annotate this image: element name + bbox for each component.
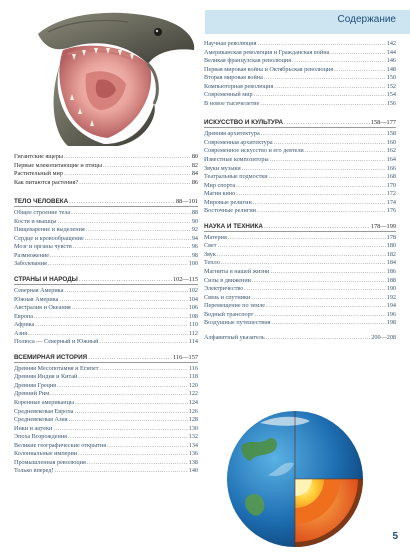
contents-right-column xyxy=(204,40,396,342)
toc-item[interactable]: Великая французская революция ..... 146 xyxy=(204,57,396,66)
toc-item[interactable]: Кости и мышцы ..... 90 xyxy=(14,218,198,227)
toc-item[interactable]: Древняя Греция ..... 120 xyxy=(14,382,198,391)
page-title: Содержание xyxy=(337,14,396,25)
section-heading-human-body[interactable]: ТЕЛО ЧЕЛОВЕКА ..... 88—101 xyxy=(14,197,198,207)
toc-item[interactable]: Магниты в нашей жизни ..... 186 xyxy=(204,268,396,277)
toc-item[interactable]: Средневековая Европа ..... 126 xyxy=(14,408,198,417)
toc-item[interactable]: Магия кино ..... 172 xyxy=(204,190,396,199)
toc-item[interactable]: Только вперед! ..... 140 xyxy=(14,467,198,476)
toc-index-link[interactable]: Алфавитный указатель ..... 200—208 xyxy=(204,334,396,343)
toc-item[interactable]: Северная Америка ..... 102 xyxy=(14,287,198,296)
toc-item[interactable]: Инки и ацтеки ..... 130 xyxy=(14,425,198,434)
toc-item[interactable]: Свет ..... 180 xyxy=(204,242,396,251)
earth-cross-section-illustration xyxy=(220,405,370,550)
toc-item[interactable]: Водный транспорт ..... 196 xyxy=(204,311,396,320)
toc-item[interactable]: Первые млекопитающие и птицы ..... 82 xyxy=(14,162,198,171)
snake-mouth-illustration xyxy=(8,4,203,146)
toc-item[interactable]: В новое тысячелетие ..... 156 xyxy=(204,100,396,109)
toc-item[interactable]: Колониальные империи ..... 136 xyxy=(14,450,198,459)
toc-item[interactable]: Электричество ..... 190 xyxy=(204,285,396,294)
section-heading-countries[interactable]: СТРАНЫ И НАРОДЫ ..... 102—115 xyxy=(14,275,198,285)
toc-item[interactable]: Гигантские ящеры ..... 80 xyxy=(14,153,198,162)
toc-item[interactable]: Звук ..... 182 xyxy=(204,251,396,260)
toc-item[interactable]: Пищеварение и выделения ..... 92 xyxy=(14,226,198,235)
toc-item[interactable]: Древняя Месопотамия и Египет ..... 116 xyxy=(14,365,198,374)
toc-item[interactable]: Известные композиторы ..... 164 xyxy=(204,156,396,165)
toc-item[interactable]: Австралия и Океания ..... 106 xyxy=(14,304,198,313)
toc-item[interactable]: Современное искусство и его деятели ..... 162 xyxy=(204,147,396,156)
toc-item[interactable]: Азия ..... 112 xyxy=(14,330,198,339)
toc-item[interactable]: Сердце и кровообращение ..... 94 xyxy=(14,235,198,244)
toc-item[interactable]: Современная архитектура ..... 160 xyxy=(204,139,396,148)
toc-item[interactable]: Древняя архитектура ..... 158 xyxy=(204,130,396,139)
toc-item[interactable]: Тепло ..... 184 xyxy=(204,259,396,268)
toc-item[interactable]: Связь и спутники ..... 192 xyxy=(204,294,396,303)
toc-item[interactable]: Научная революция ..... 142 xyxy=(204,40,396,49)
contents-header xyxy=(205,10,410,34)
toc-item[interactable]: Размножение ..... 98 xyxy=(14,252,198,261)
page-number: 5 xyxy=(392,531,398,542)
toc-item[interactable]: Заболевания ..... 100 xyxy=(14,260,198,269)
toc-item[interactable]: Древний Рим ..... 122 xyxy=(14,390,198,399)
toc-item[interactable]: Перемещение по земле ..... 194 xyxy=(204,302,396,311)
toc-item[interactable]: Мозг и органы чувств ..... 96 xyxy=(14,243,198,252)
toc-item[interactable]: Промышленная революция ..... 138 xyxy=(14,459,198,468)
section-heading-world-history[interactable]: ВСЕМИРНАЯ ИСТОРИЯ ..... 116—157 xyxy=(14,353,198,363)
toc-item[interactable]: Мировые религии ..... 174 xyxy=(204,199,396,208)
toc-item[interactable]: Африка ..... 110 xyxy=(14,321,198,330)
section-heading-art-culture[interactable]: ИСКУССТВО И КУЛЬТУРА ..... 158—177 xyxy=(204,118,396,128)
toc-item[interactable]: Растительный мир ..... 84 xyxy=(14,170,198,179)
toc-item[interactable]: Первая мировая война и Октябрьская революция ..... 148 xyxy=(204,66,396,75)
section-heading-science-tech[interactable]: НАУКА И ТЕХНИКА ..... 178—199 xyxy=(204,222,396,232)
toc-item[interactable]: Театральные подмостки ..... 168 xyxy=(204,173,396,182)
toc-item[interactable]: Вторая мировая война ..... 150 xyxy=(204,74,396,83)
toc-item[interactable]: Полюса — Северный и Южный ..... 114 xyxy=(14,338,198,347)
toc-item[interactable]: Европа ..... 108 xyxy=(14,313,198,322)
toc-item[interactable]: Средневековая Азия ..... 128 xyxy=(14,416,198,425)
toc-item[interactable]: Южная Америка ..... 104 xyxy=(14,296,198,305)
toc-item[interactable]: Звуки музыки ..... 166 xyxy=(204,165,396,174)
toc-item[interactable]: Великие географические открытия ..... 134 xyxy=(14,442,198,451)
toc-item[interactable]: Как питаются растения? ..... 86 xyxy=(14,179,198,188)
toc-item[interactable]: Древняя Индия и Китай ..... 118 xyxy=(14,373,198,382)
toc-item[interactable]: Коренные американцы ..... 124 xyxy=(14,399,198,408)
toc-item[interactable]: Эпоха Возрождения ..... 132 xyxy=(14,433,198,442)
toc-item[interactable]: Общее строение тела ..... 88 xyxy=(14,209,198,218)
toc-item[interactable]: Силы в движении ..... 188 xyxy=(204,277,396,286)
toc-item[interactable]: Современный мир ..... 154 xyxy=(204,91,396,100)
toc-item[interactable]: Компьютерная революция ..... 152 xyxy=(204,83,396,92)
toc-item[interactable]: Воздушные путешествия ..... 198 xyxy=(204,319,396,328)
toc-item[interactable]: Мир спорта ..... 170 xyxy=(204,182,396,191)
toc-item[interactable]: Американская революция и Гражданская война ..... 144 xyxy=(204,49,396,58)
contents-left-column xyxy=(14,153,198,476)
toc-item[interactable]: Восточные религии ..... 176 xyxy=(204,207,396,216)
toc-item[interactable]: Материя ..... 178 xyxy=(204,234,396,243)
